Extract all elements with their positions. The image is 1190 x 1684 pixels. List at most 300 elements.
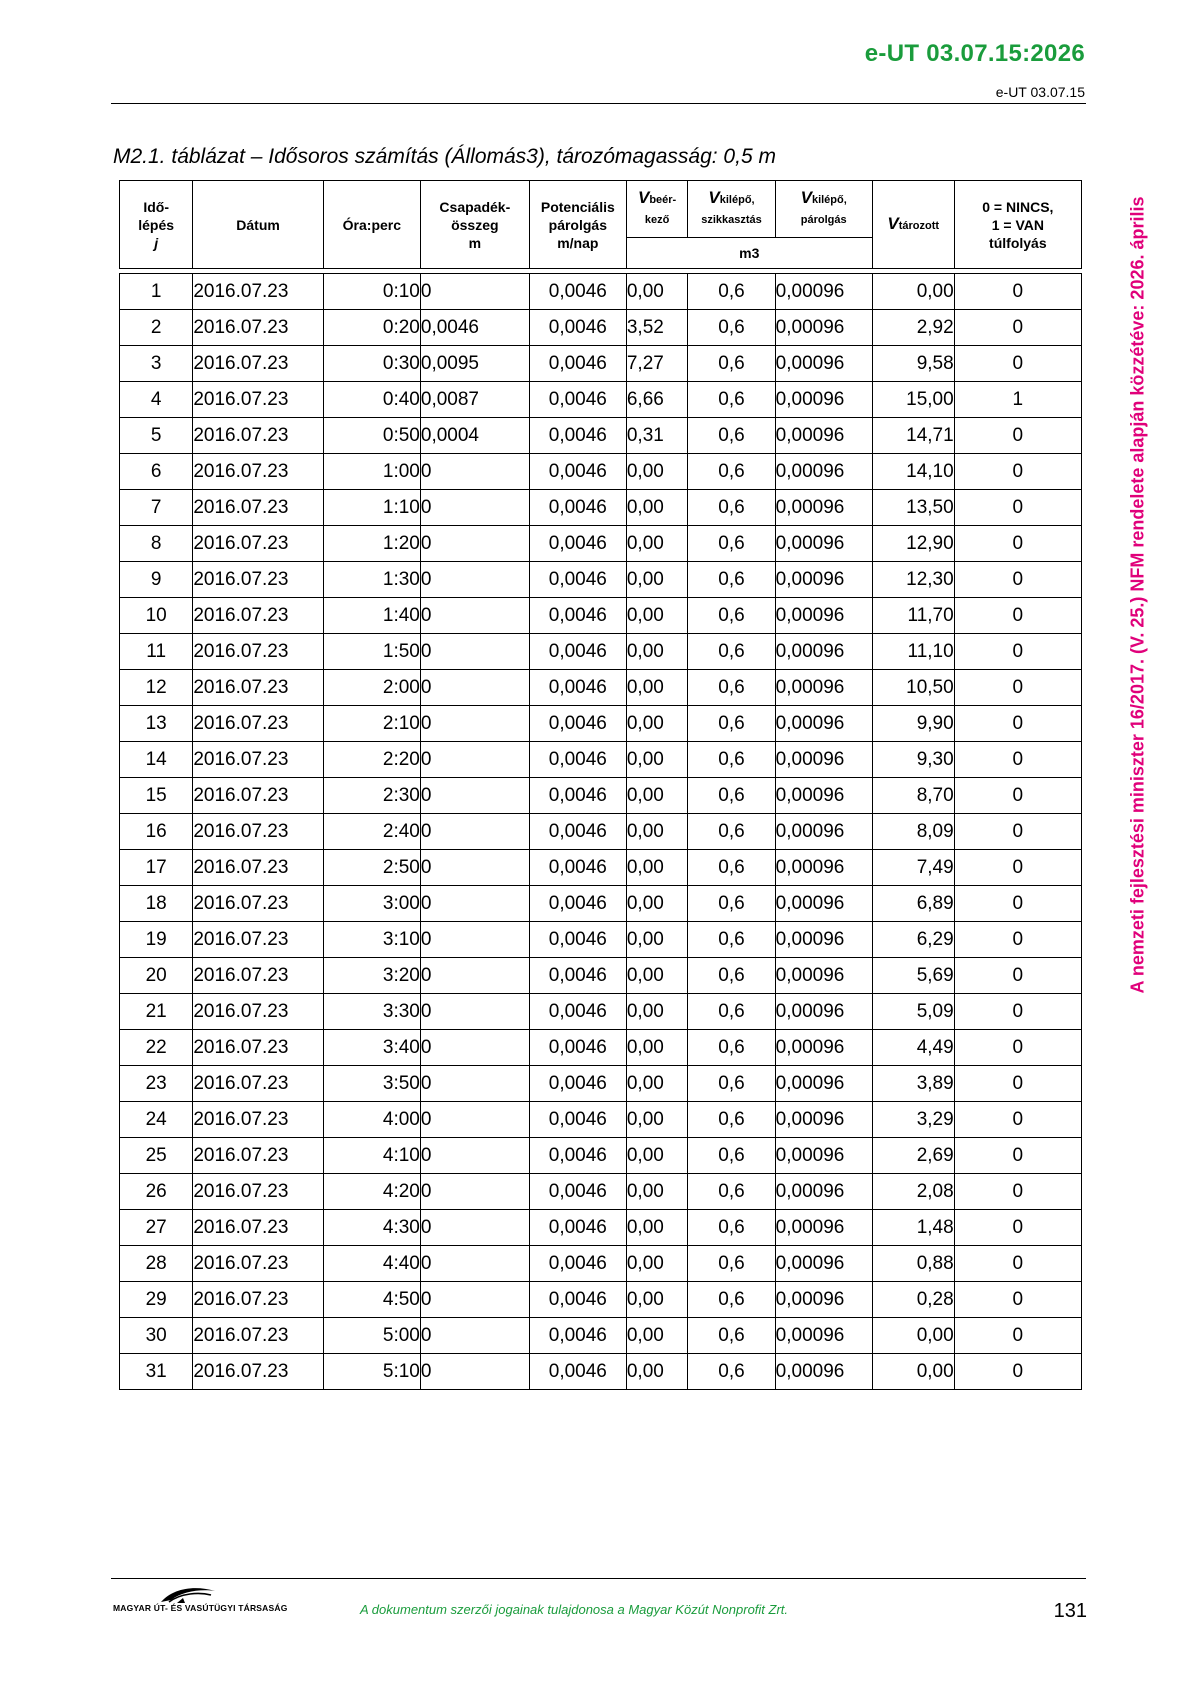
cell-step: 18 (120, 886, 193, 922)
cell-time: 1:50 (323, 634, 420, 670)
cell-precip: 0 (420, 634, 529, 670)
cell-date: 2016.07.23 (193, 1354, 323, 1390)
cell-step: 9 (120, 562, 193, 598)
cell-evap: 0,0046 (529, 526, 626, 562)
cell-v-seep: 0,6 (688, 1354, 775, 1390)
cell-overflow: 0 (954, 1246, 1081, 1282)
cell-v-stored: 11,10 (872, 634, 954, 670)
col-v-evap-header: Vkilépő, párolgás (775, 181, 872, 238)
cell-date: 2016.07.23 (193, 1282, 323, 1318)
cell-v-in: 7,27 (626, 346, 687, 382)
col-step-header: Idő- lépés j (120, 181, 193, 269)
cell-evap: 0,0046 (529, 1318, 626, 1354)
cell-v-in: 0,00 (626, 634, 687, 670)
table-row (120, 814, 1082, 850)
cell-v-seep: 0,6 (688, 274, 775, 310)
cell-v-in: 6,66 (626, 382, 687, 418)
cell-v-stored: 11,70 (872, 598, 954, 634)
cell-v-evap: 0,00096 (775, 346, 872, 382)
table-row (120, 490, 1082, 526)
cell-step: 7 (120, 490, 193, 526)
table-row (120, 922, 1082, 958)
cell-v-seep: 0,6 (688, 310, 775, 346)
side-note-text: A nemzeti fejlesztési miniszter 16/2017. (V. 25.) NFM rendelete alapján közzétéve: 2026. április (1127, 196, 1148, 994)
cell-time: 5:00 (323, 1318, 420, 1354)
cell-precip: 0 (420, 1282, 529, 1318)
cell-v-seep: 0,6 (688, 1030, 775, 1066)
cell-evap: 0,0046 (529, 1174, 626, 1210)
timeseries-table (119, 180, 1082, 1390)
cell-overflow: 0 (954, 562, 1081, 598)
cell-time: 3:40 (323, 1030, 420, 1066)
cell-v-stored: 6,29 (872, 922, 954, 958)
cell-date: 2016.07.23 (193, 1102, 323, 1138)
cell-v-evap: 0,00096 (775, 1210, 872, 1246)
cell-evap: 0,0046 (529, 1138, 626, 1174)
cell-overflow: 0 (954, 454, 1081, 490)
logo-text: MAGYAR ÚT- ÉS VASÚTÜGYI TÁRSASÁG (113, 1603, 288, 1613)
cell-overflow: 0 (954, 490, 1081, 526)
table-row (120, 1138, 1082, 1174)
col-v-stored-header: Vtározott (872, 181, 954, 269)
cell-step: 24 (120, 1102, 193, 1138)
cell-v-evap: 0,00096 (775, 922, 872, 958)
cell-evap: 0,0046 (529, 742, 626, 778)
cell-precip: 0 (420, 598, 529, 634)
cell-v-in: 0,00 (626, 886, 687, 922)
cell-precip: 0 (420, 1102, 529, 1138)
cell-v-evap: 0,00096 (775, 886, 872, 922)
cell-time: 1:10 (323, 490, 420, 526)
cell-v-evap: 0,00096 (775, 1246, 872, 1282)
cell-overflow: 0 (954, 1354, 1081, 1390)
cell-precip: 0 (420, 922, 529, 958)
cell-v-stored: 9,90 (872, 706, 954, 742)
cell-v-seep: 0,6 (688, 1066, 775, 1102)
cell-v-seep: 0,6 (688, 706, 775, 742)
cell-v-seep: 0,6 (688, 1138, 775, 1174)
cell-v-evap: 0,00096 (775, 490, 872, 526)
cell-date: 2016.07.23 (193, 994, 323, 1030)
table-row (120, 1102, 1082, 1138)
cell-v-stored: 12,30 (872, 562, 954, 598)
cell-precip: 0 (420, 454, 529, 490)
table-row (120, 562, 1082, 598)
unit-m3-header: m3 (626, 238, 872, 269)
cell-step: 28 (120, 1246, 193, 1282)
cell-v-in: 0,00 (626, 526, 687, 562)
cell-evap: 0,0046 (529, 814, 626, 850)
cell-precip: 0 (420, 1354, 529, 1390)
cell-step: 12 (120, 670, 193, 706)
table-row (120, 850, 1082, 886)
cell-v-evap: 0,00096 (775, 310, 872, 346)
cell-step: 3 (120, 346, 193, 382)
cell-time: 3:10 (323, 922, 420, 958)
cell-v-seep: 0,6 (688, 418, 775, 454)
cell-time: 0:20 (323, 310, 420, 346)
cell-time: 2:50 (323, 850, 420, 886)
cell-v-in: 0,00 (626, 706, 687, 742)
cell-v-in: 0,00 (626, 922, 687, 958)
cell-evap: 0,0046 (529, 562, 626, 598)
cell-step: 31 (120, 1354, 193, 1390)
cell-evap: 0,0046 (529, 634, 626, 670)
cell-v-stored: 12,90 (872, 526, 954, 562)
cell-precip: 0 (420, 706, 529, 742)
cell-precip: 0 (420, 1246, 529, 1282)
cell-date: 2016.07.23 (193, 1318, 323, 1354)
cell-v-in: 0,00 (626, 1102, 687, 1138)
cell-v-stored: 3,29 (872, 1102, 954, 1138)
cell-v-stored: 0,28 (872, 1282, 954, 1318)
cell-date: 2016.07.23 (193, 1210, 323, 1246)
cell-date: 2016.07.23 (193, 1174, 323, 1210)
cell-v-seep: 0,6 (688, 742, 775, 778)
cell-v-evap: 0,00096 (775, 814, 872, 850)
cell-v-seep: 0,6 (688, 778, 775, 814)
cell-overflow: 0 (954, 1174, 1081, 1210)
cell-evap: 0,0046 (529, 1102, 626, 1138)
cell-v-seep: 0,6 (688, 814, 775, 850)
cell-v-in: 0,00 (626, 958, 687, 994)
cell-overflow: 0 (954, 778, 1081, 814)
cell-step: 21 (120, 994, 193, 1030)
cell-date: 2016.07.23 (193, 634, 323, 670)
cell-evap: 0,0046 (529, 1210, 626, 1246)
cell-time: 0:50 (323, 418, 420, 454)
col-date-header: Dátum (193, 181, 323, 269)
cell-v-in: 0,00 (626, 598, 687, 634)
cell-overflow: 0 (954, 886, 1081, 922)
cell-time: 2:30 (323, 778, 420, 814)
cell-step: 26 (120, 1174, 193, 1210)
table-row (120, 1174, 1082, 1210)
cell-v-stored: 2,92 (872, 310, 954, 346)
cell-step: 5 (120, 418, 193, 454)
cell-date: 2016.07.23 (193, 490, 323, 526)
cell-overflow: 0 (954, 1102, 1081, 1138)
cell-overflow: 0 (954, 1210, 1081, 1246)
table-row (120, 1318, 1082, 1354)
cell-overflow: 0 (954, 1066, 1081, 1102)
cell-v-in: 0,00 (626, 1246, 687, 1282)
cell-step: 29 (120, 1282, 193, 1318)
cell-step: 17 (120, 850, 193, 886)
cell-v-evap: 0,00096 (775, 1282, 872, 1318)
cell-v-evap: 0,00096 (775, 958, 872, 994)
cell-v-in: 0,31 (626, 418, 687, 454)
table-row (120, 274, 1082, 310)
cell-v-in: 3,52 (626, 310, 687, 346)
cell-precip: 0 (420, 958, 529, 994)
cell-precip: 0 (420, 850, 529, 886)
cell-v-stored: 4,49 (872, 1030, 954, 1066)
cell-v-evap: 0,00096 (775, 1318, 872, 1354)
cell-step: 23 (120, 1066, 193, 1102)
cell-time: 2:20 (323, 742, 420, 778)
cell-v-evap: 0,00096 (775, 850, 872, 886)
cell-v-stored: 2,08 (872, 1174, 954, 1210)
cell-overflow: 0 (954, 814, 1081, 850)
cell-v-evap: 0,00096 (775, 1354, 872, 1390)
cell-date: 2016.07.23 (193, 850, 323, 886)
table-row (120, 706, 1082, 742)
table-row (120, 958, 1082, 994)
cell-step: 8 (120, 526, 193, 562)
cell-time: 0:30 (323, 346, 420, 382)
cell-v-stored: 3,89 (872, 1066, 954, 1102)
cell-v-seep: 0,6 (688, 670, 775, 706)
cell-precip: 0,0095 (420, 346, 529, 382)
cell-v-stored: 0,00 (872, 1318, 954, 1354)
cell-v-seep: 0,6 (688, 958, 775, 994)
cell-step: 2 (120, 310, 193, 346)
cell-evap: 0,0046 (529, 346, 626, 382)
cell-v-evap: 0,00096 (775, 382, 872, 418)
cell-time: 4:30 (323, 1210, 420, 1246)
cell-time: 4:50 (323, 1282, 420, 1318)
cell-date: 2016.07.23 (193, 526, 323, 562)
cell-v-stored: 0,00 (872, 1354, 954, 1390)
cell-precip: 0 (420, 274, 529, 310)
table-row (120, 670, 1082, 706)
table-row (120, 418, 1082, 454)
table-body (120, 274, 1082, 1390)
cell-time: 4:20 (323, 1174, 420, 1210)
cell-v-in: 0,00 (626, 454, 687, 490)
cell-v-stored: 10,50 (872, 670, 954, 706)
cell-step: 1 (120, 274, 193, 310)
cell-overflow: 0 (954, 850, 1081, 886)
copyright-note: A dokumentum szerzői jogainak tulajdonosa a Magyar Közút Nonprofit Zrt. (360, 1602, 789, 1617)
cell-time: 3:30 (323, 994, 420, 1030)
cell-time: 3:00 (323, 886, 420, 922)
cell-v-evap: 0,00096 (775, 526, 872, 562)
cell-v-in: 0,00 (626, 1210, 687, 1246)
cell-time: 4:10 (323, 1138, 420, 1174)
document-code: e-UT 03.07.15:2026 (864, 40, 1085, 67)
table-row (120, 454, 1082, 490)
cell-v-evap: 0,00096 (775, 454, 872, 490)
cell-time: 1:40 (323, 598, 420, 634)
cell-v-evap: 0,00096 (775, 1102, 872, 1138)
cell-evap: 0,0046 (529, 274, 626, 310)
cell-overflow: 0 (954, 742, 1081, 778)
document-subcode: e-UT 03.07.15 (995, 84, 1085, 100)
cell-v-evap: 0,00096 (775, 670, 872, 706)
cell-evap: 0,0046 (529, 994, 626, 1030)
cell-time: 3:20 (323, 958, 420, 994)
cell-v-stored: 0,00 (872, 274, 954, 310)
cell-overflow: 0 (954, 706, 1081, 742)
header-rule (111, 103, 1086, 104)
cell-v-evap: 0,00096 (775, 562, 872, 598)
cell-v-seep: 0,6 (688, 562, 775, 598)
cell-overflow: 0 (954, 922, 1081, 958)
cell-v-in: 0,00 (626, 1354, 687, 1390)
cell-step: 14 (120, 742, 193, 778)
cell-overflow: 1 (954, 382, 1081, 418)
cell-v-seep: 0,6 (688, 1174, 775, 1210)
cell-time: 0:40 (323, 382, 420, 418)
table-row (120, 526, 1082, 562)
cell-v-seep: 0,6 (688, 994, 775, 1030)
page-number: 131 (1053, 1600, 1087, 1622)
cell-v-evap: 0,00096 (775, 1030, 872, 1066)
cell-v-in: 0,00 (626, 742, 687, 778)
cell-overflow: 0 (954, 994, 1081, 1030)
col-v-seep-header: Vkilépő, szikkasztás (688, 181, 775, 238)
cell-date: 2016.07.23 (193, 958, 323, 994)
cell-time: 2:10 (323, 706, 420, 742)
cell-v-stored: 6,89 (872, 886, 954, 922)
cell-v-stored: 2,69 (872, 1138, 954, 1174)
cell-v-in: 0,00 (626, 1174, 687, 1210)
cell-v-in: 0,00 (626, 1030, 687, 1066)
cell-step: 10 (120, 598, 193, 634)
cell-v-evap: 0,00096 (775, 1066, 872, 1102)
cell-v-stored: 1,48 (872, 1210, 954, 1246)
cell-date: 2016.07.23 (193, 778, 323, 814)
cell-step: 16 (120, 814, 193, 850)
cell-v-stored: 13,50 (872, 490, 954, 526)
cell-date: 2016.07.23 (193, 1030, 323, 1066)
cell-evap: 0,0046 (529, 1354, 626, 1390)
cell-v-seep: 0,6 (688, 922, 775, 958)
cell-evap: 0,0046 (529, 418, 626, 454)
col-overflow-header: 0 = NINCS, 1 = VAN túlfolyás (954, 181, 1081, 269)
cell-v-seep: 0,6 (688, 1318, 775, 1354)
table-row (120, 346, 1082, 382)
table-row (120, 1354, 1082, 1390)
cell-overflow: 0 (954, 670, 1081, 706)
cell-precip: 0 (420, 562, 529, 598)
cell-v-stored: 7,49 (872, 850, 954, 886)
cell-v-seep: 0,6 (688, 526, 775, 562)
cell-evap: 0,0046 (529, 490, 626, 526)
cell-step: 13 (120, 706, 193, 742)
cell-precip: 0,0004 (420, 418, 529, 454)
cell-evap: 0,0046 (529, 1246, 626, 1282)
cell-precip: 0 (420, 1174, 529, 1210)
cell-v-in: 0,00 (626, 778, 687, 814)
cell-v-in: 0,00 (626, 1318, 687, 1354)
cell-date: 2016.07.23 (193, 706, 323, 742)
cell-v-seep: 0,6 (688, 886, 775, 922)
header-row (120, 181, 1082, 238)
cell-v-seep: 0,6 (688, 850, 775, 886)
cell-precip: 0 (420, 490, 529, 526)
cell-time: 1:30 (323, 562, 420, 598)
cell-v-stored: 9,58 (872, 346, 954, 382)
cell-v-seep: 0,6 (688, 598, 775, 634)
table-row (120, 886, 1082, 922)
cell-v-stored: 14,71 (872, 418, 954, 454)
cell-step: 25 (120, 1138, 193, 1174)
cell-overflow: 0 (954, 346, 1081, 382)
cell-evap: 0,0046 (529, 1030, 626, 1066)
cell-v-in: 0,00 (626, 562, 687, 598)
cell-v-seep: 0,6 (688, 1282, 775, 1318)
cell-overflow: 0 (954, 526, 1081, 562)
cell-precip: 0 (420, 526, 529, 562)
cell-overflow: 0 (954, 1030, 1081, 1066)
cell-date: 2016.07.23 (193, 814, 323, 850)
cell-v-stored: 9,30 (872, 742, 954, 778)
cell-precip: 0 (420, 886, 529, 922)
cell-overflow: 0 (954, 418, 1081, 454)
cell-precip: 0 (420, 814, 529, 850)
cell-v-evap: 0,00096 (775, 994, 872, 1030)
cell-step: 15 (120, 778, 193, 814)
cell-precip: 0 (420, 670, 529, 706)
table-row (120, 598, 1082, 634)
cell-date: 2016.07.23 (193, 670, 323, 706)
cell-date: 2016.07.23 (193, 1246, 323, 1282)
cell-v-evap: 0,00096 (775, 778, 872, 814)
table-row (120, 1282, 1082, 1318)
cell-v-evap: 0,00096 (775, 634, 872, 670)
cell-evap: 0,0046 (529, 922, 626, 958)
cell-precip: 0,0087 (420, 382, 529, 418)
cell-step: 27 (120, 1210, 193, 1246)
cell-v-seep: 0,6 (688, 490, 775, 526)
cell-v-in: 0,00 (626, 994, 687, 1030)
cell-evap: 0,0046 (529, 706, 626, 742)
table-row (120, 1030, 1082, 1066)
footer-rule (111, 1578, 1086, 1579)
cell-date: 2016.07.23 (193, 742, 323, 778)
cell-overflow: 0 (954, 310, 1081, 346)
cell-date: 2016.07.23 (193, 598, 323, 634)
cell-date: 2016.07.23 (193, 346, 323, 382)
cell-v-seep: 0,6 (688, 454, 775, 490)
cell-step: 30 (120, 1318, 193, 1354)
cell-date: 2016.07.23 (193, 562, 323, 598)
cell-overflow: 0 (954, 274, 1081, 310)
cell-v-seep: 0,6 (688, 1210, 775, 1246)
cell-date: 2016.07.23 (193, 274, 323, 310)
cell-v-evap: 0,00096 (775, 418, 872, 454)
cell-overflow: 0 (954, 958, 1081, 994)
cell-v-evap: 0,00096 (775, 742, 872, 778)
cell-evap: 0,0046 (529, 1066, 626, 1102)
cell-v-stored: 5,09 (872, 994, 954, 1030)
cell-step: 19 (120, 922, 193, 958)
cell-evap: 0,0046 (529, 778, 626, 814)
col-precip-header: Csapadék- összeg m (420, 181, 529, 269)
cell-time: 1:20 (323, 526, 420, 562)
cell-overflow: 0 (954, 1282, 1081, 1318)
cell-evap: 0,0046 (529, 454, 626, 490)
cell-v-stored: 0,88 (872, 1246, 954, 1282)
cell-time: 0:10 (323, 274, 420, 310)
cell-date: 2016.07.23 (193, 922, 323, 958)
table-row (120, 310, 1082, 346)
cell-precip: 0 (420, 778, 529, 814)
cell-precip: 0 (420, 742, 529, 778)
cell-v-evap: 0,00096 (775, 1138, 872, 1174)
cell-v-evap: 0,00096 (775, 598, 872, 634)
cell-date: 2016.07.23 (193, 418, 323, 454)
cell-evap: 0,0046 (529, 886, 626, 922)
col-v-in-header: Vbeér- kező (626, 181, 687, 238)
cell-date: 2016.07.23 (193, 1066, 323, 1102)
cell-v-in: 0,00 (626, 274, 687, 310)
cell-precip: 0 (420, 1138, 529, 1174)
cell-time: 2:40 (323, 814, 420, 850)
